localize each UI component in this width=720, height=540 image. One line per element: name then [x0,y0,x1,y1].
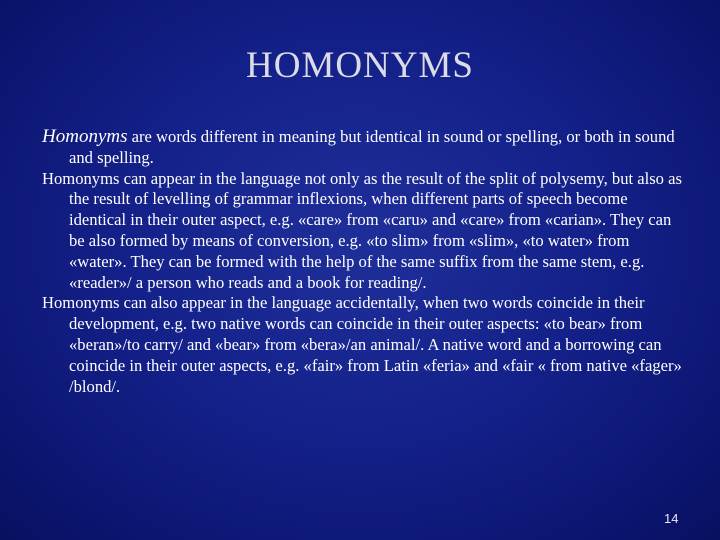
page-number: 14 [664,511,679,526]
definition-text: are words different in meaning but identical in sound or spelling, or both in sound and spelling. [69,127,675,167]
slide-body [42,127,682,397]
paragraph-origin-accidental: Homonyms can also appear in the language accidentally, when two words coincide in their development, e.g. two native words can coincide in their outer aspects: «to bear» from «beran»/to carry/ and «bear» from «bera»/an animal/. A native word and a borrowing can coincide in their outer aspects, e.g. «fair» from Latin «feria» and «fair « from native «fager» /blond/. [42,293,682,396]
paragraph-origin-grammar: Homonyms can appear in the language not only as the result of the split of polysemy, but also as the result of levelling of grammar inflexions, when different parts of speech become identical in their outer aspect, e.g. «care» from «caru» and «care» from «carian». They can be also formed by means of conversion, e.g. «to slim» from «slim», «to water» from «water». They can be formed with the help of the same suffix from the same stem, e.g. «reader»/ a person who reads and a book for reading/. [42,168,682,292]
paragraph-definition [42,127,682,169]
term-homonyms: Homonyms [42,126,128,147]
slide-title: HOMONYMS [246,45,474,86]
